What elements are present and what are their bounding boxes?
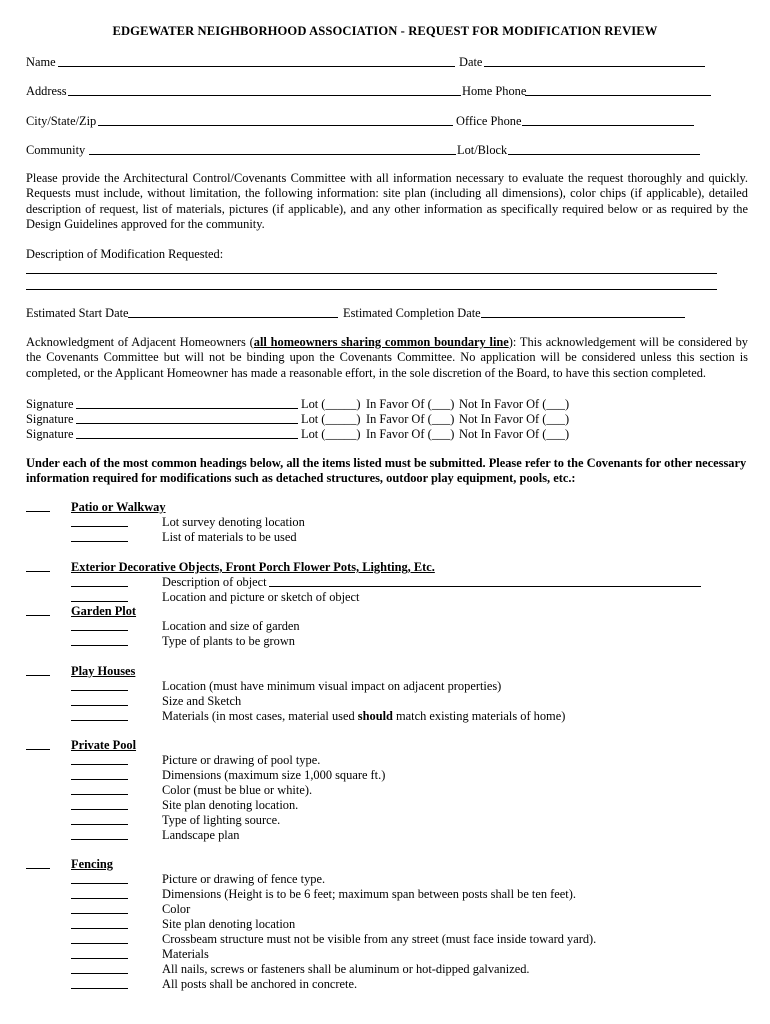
lot-field: Lot (_____) (301, 412, 361, 426)
section-heading: Garden Plot (71, 604, 137, 618)
signature-field[interactable] (76, 408, 298, 409)
estimated-completion-label: Estimated Completion Date (343, 306, 481, 320)
item-check-blank[interactable] (71, 973, 128, 974)
community-field[interactable] (89, 154, 456, 155)
item-check-blank[interactable] (71, 988, 128, 989)
item-check-blank[interactable] (71, 779, 128, 780)
address-label: Address (26, 84, 67, 98)
item-check-blank[interactable] (71, 764, 128, 765)
section-heading: Fencing (71, 857, 113, 871)
signature-label: Signature (26, 397, 74, 411)
requirement-item: Picture or drawing of fence type. (162, 872, 326, 886)
requirement-item: Site plan denoting location. (162, 798, 299, 812)
description-label: Description of Modification Requested: (26, 247, 224, 261)
lot-field: Lot (_____) (301, 427, 361, 441)
in-favor-field: In Favor Of (___) (366, 427, 455, 441)
item-check-blank[interactable] (71, 943, 128, 944)
requirement-item: All posts shall be anchored in concrete. (162, 977, 358, 991)
item-check-blank[interactable] (71, 928, 128, 929)
in-favor-field: In Favor Of (___) (366, 397, 455, 411)
not-in-favor-field: Not In Favor Of (___) (459, 397, 570, 411)
requirement-item: Lot survey denoting location (162, 515, 305, 529)
item-check-blank[interactable] (71, 586, 128, 587)
signature-label: Signature (26, 427, 74, 441)
acknowledgment-paragraph (26, 335, 748, 381)
requirement-emphasis: should (357, 709, 393, 723)
in-favor-field: In Favor Of (___) (366, 412, 455, 426)
item-check-blank[interactable] (71, 630, 128, 631)
requirement-item: Picture or drawing of pool type. (162, 753, 321, 767)
home-phone-label: Home Phone (462, 84, 527, 98)
requirement-text-end: match existing materials of home) (392, 709, 566, 723)
intro-paragraph: Please provide the Architectural Control/Covenants Committee with all information necessary to evaluate the request thoroughly and quickly. Requests must include, without limitation, the following information: site plan (including all dimensions), color chips (if applicable), detailed description of request, list of materials, pictures (if applicable), and any other information as specifically required below or as required by the Design Guidelines approved for the community. (26, 171, 748, 232)
address-field[interactable] (68, 95, 461, 96)
requirement-item: Materials (162, 947, 209, 961)
requirement-item: Description of object (162, 575, 267, 589)
section-heading: Play Houses (71, 664, 136, 678)
ack-lead: Acknowledgment of Adjacent Homeowners ( (26, 335, 254, 349)
description-line-1[interactable] (26, 273, 717, 274)
section-check-blank[interactable] (26, 749, 50, 750)
section-heading: Private Pool (71, 738, 137, 752)
item-check-blank[interactable] (71, 645, 128, 646)
item-check-blank[interactable] (71, 705, 128, 706)
requirement-item: Color (162, 902, 191, 916)
section-check-blank[interactable] (26, 571, 50, 572)
item-check-blank[interactable] (71, 809, 128, 810)
item-check-blank[interactable] (71, 824, 128, 825)
requirement-item: Size and Sketch (162, 694, 242, 708)
requirement-item: Type of lighting source. (162, 813, 281, 827)
item-check-blank[interactable] (71, 883, 128, 884)
lot-field: Lot (_____) (301, 397, 361, 411)
requirement-item: Dimensions (Height is to be 6 feet; maximum span between posts shall be ten feet). (162, 887, 576, 901)
description-of-object-field[interactable] (269, 586, 701, 587)
section-check-blank[interactable] (26, 868, 50, 869)
item-check-blank[interactable] (71, 541, 128, 542)
city-state-zip-label: City/State/Zip (26, 114, 97, 128)
section-heading: Patio or Walkway (71, 500, 166, 514)
requirement-item: Location (must have minimum visual impact on adjacent properties) (162, 679, 502, 693)
signature-field[interactable] (76, 438, 298, 439)
requirement-item: Location and size of garden (162, 619, 300, 633)
signature-label: Signature (26, 412, 74, 426)
office-phone-label: Office Phone (456, 114, 522, 128)
item-check-blank[interactable] (71, 839, 128, 840)
requirement-item: Location and picture or sketch of object (162, 590, 360, 604)
home-phone-field[interactable] (525, 95, 711, 96)
item-check-blank[interactable] (71, 958, 128, 959)
section-check-blank[interactable] (26, 615, 50, 616)
requirement-item: All nails, screws or fasteners shall be aluminum or hot-dipped galvanized. (162, 962, 530, 976)
community-label: Community (26, 143, 86, 157)
item-check-blank[interactable] (71, 601, 128, 602)
item-check-blank[interactable] (71, 690, 128, 691)
section-heading: Exterior Decorative Objects, Front Porch Flower Pots, Lighting, Etc. (71, 560, 435, 574)
name-label: Name (26, 55, 56, 69)
instructions-paragraph: Under each of the most common headings below, all the items listed must be submitted. Please refer to the Covenants for other necessary information required for modifications such as detached structures, outdoor play equipment, pools, etc.: (26, 456, 747, 486)
item-check-blank[interactable] (71, 794, 128, 795)
signature-field[interactable] (76, 423, 298, 424)
lot-block-label: Lot/Block (457, 143, 508, 157)
estimated-start-field[interactable] (128, 317, 338, 318)
ack-emphasis: all homeowners sharing common boundary line (253, 335, 509, 349)
description-line-2[interactable] (26, 289, 717, 290)
item-check-blank[interactable] (71, 526, 128, 527)
requirement-item: Dimensions (maximum size 1,000 square ft.) (162, 768, 386, 782)
not-in-favor-field: Not In Favor Of (___) (459, 412, 570, 426)
city-state-zip-field[interactable] (98, 125, 453, 126)
office-phone-field[interactable] (522, 125, 694, 126)
item-check-blank[interactable] (71, 898, 128, 899)
requirement-item: Color (must be blue or white). (162, 783, 313, 797)
requirement-item (162, 709, 565, 724)
date-label: Date (459, 55, 483, 69)
item-check-blank[interactable] (71, 720, 128, 721)
estimated-start-label: Estimated Start Date (26, 306, 129, 320)
requirement-item: Type of plants to be grown (162, 634, 295, 648)
section-check-blank[interactable] (26, 675, 50, 676)
requirement-item: Crossbeam structure must not be visible from any street (must face inside toward yard). (162, 932, 597, 946)
date-field[interactable] (484, 66, 705, 67)
requirement-item: Site plan denoting location (162, 917, 296, 931)
requirement-item: List of materials to be used (162, 530, 297, 544)
requirement-item: Landscape plan (162, 828, 240, 842)
not-in-favor-field: Not In Favor Of (___) (459, 427, 570, 441)
requirement-text: Materials (in most cases, material used (162, 709, 358, 723)
item-check-blank[interactable] (71, 913, 128, 914)
section-check-blank[interactable] (26, 511, 50, 512)
page-title: EDGEWATER NEIGHBORHOOD ASSOCIATION - REQUEST FOR MODIFICATION REVIEW (112, 24, 658, 38)
name-field[interactable] (58, 66, 455, 67)
estimated-completion-field[interactable] (481, 317, 685, 318)
ack-rest: ): This acknowledgement will be considered by the Covenants Committee but will not be binding upon the Covenants Committee. No application will be considered unless this section is completed, or the Applicant Homeowner has made a reasonable effort, in the sole discretion of the Board, to have this section completed. (26, 335, 748, 380)
lot-block-field[interactable] (508, 154, 700, 155)
